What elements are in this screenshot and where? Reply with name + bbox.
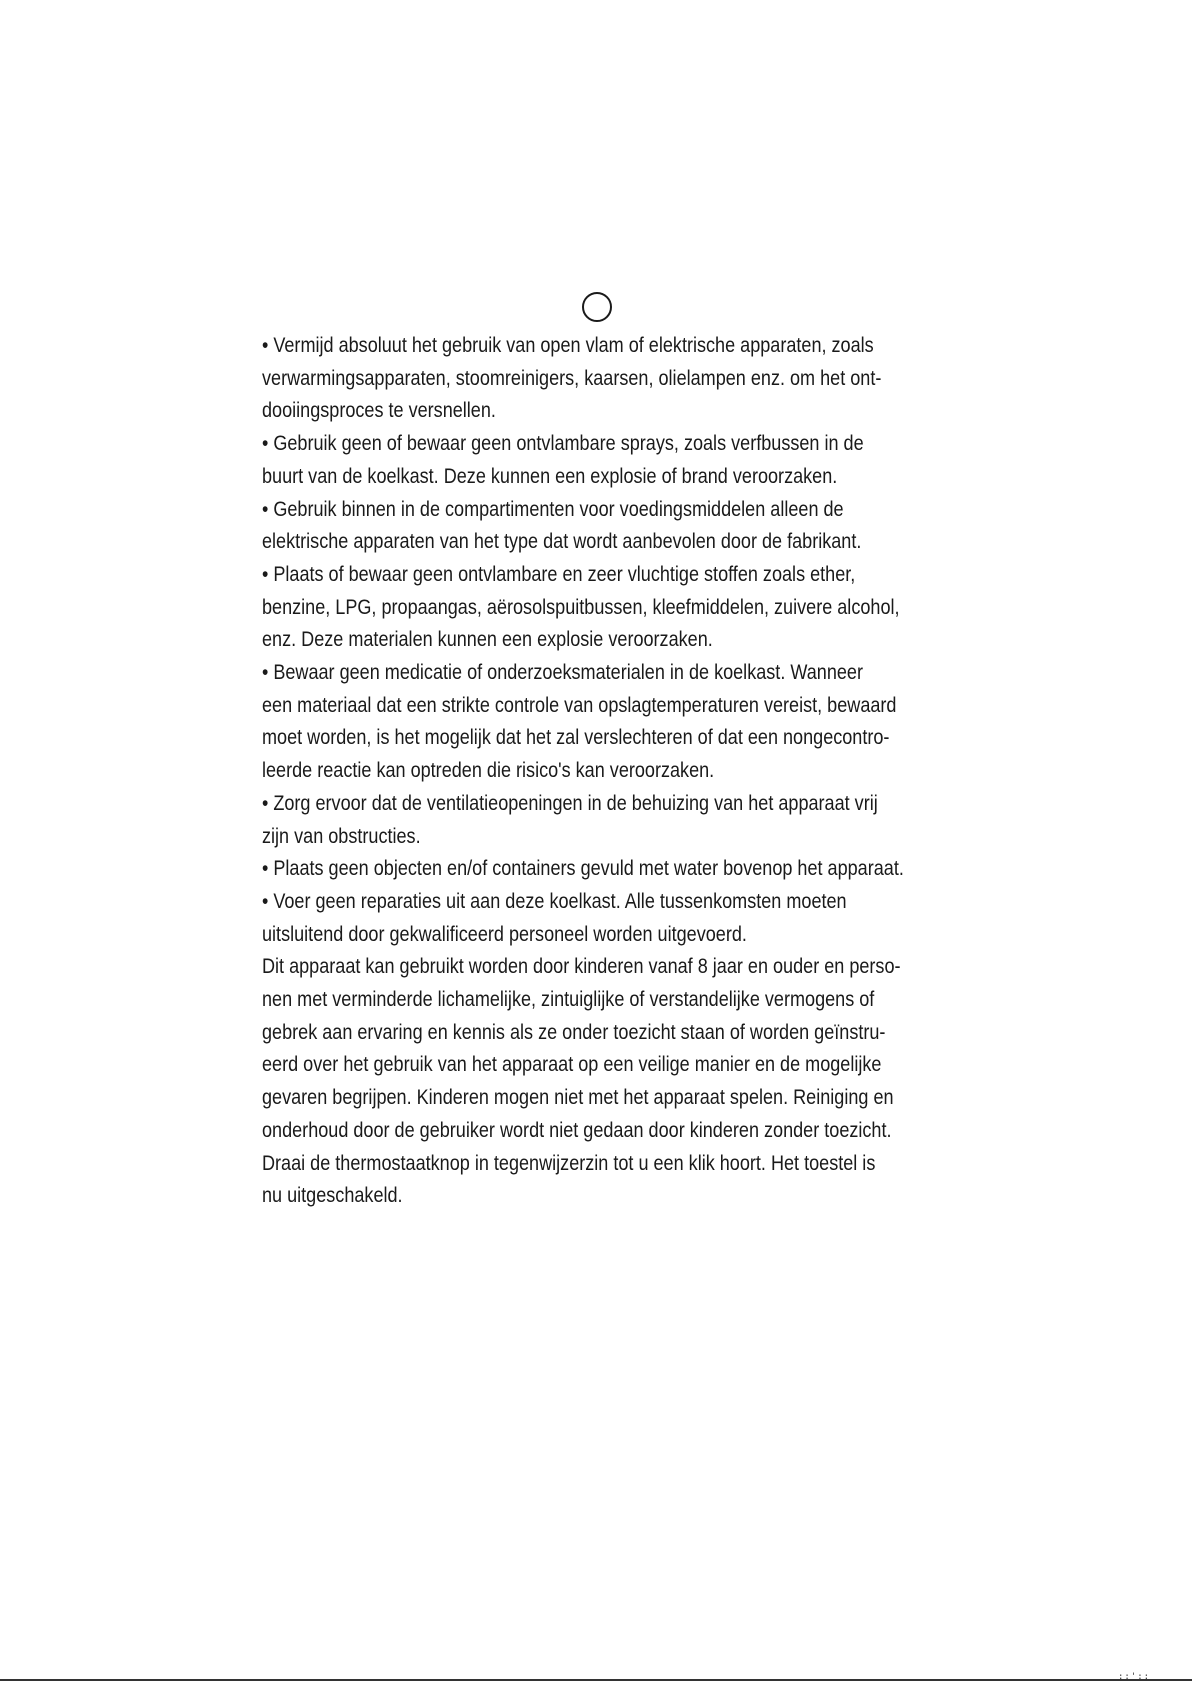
text-line: • Bewaar geen medicatie of onderzoeksmaterialen in de koelkast. Wanneer [262, 661, 863, 685]
text-line: Dit apparaat kan gebruikt worden door kinderen vanaf 8 jaar en ouder en perso- [262, 955, 901, 979]
text-line: buurt van de koelkast. Deze kunnen een explosie of brand veroorzaken. [262, 464, 838, 488]
text-line: gevaren begrijpen. Kinderen mogen niet met het apparaat spelen. Reiniging en [262, 1086, 894, 1110]
text-line: enz. Deze materialen kunnen een explosie veroorzaken. [262, 628, 713, 652]
text-line: • Zorg ervoor dat de ventilatieopeningen in de behuizing van het apparaat vrij [262, 791, 878, 815]
text-line: een materiaal dat een strikte controle van opslagtemperaturen vereist, bewaard [262, 693, 897, 717]
text-line: verwarmingsapparaten, stoomreinigers, kaarsen, olielampen enz. om het ont- [262, 366, 882, 390]
text-line: dooiingsproces te versnellen. [262, 399, 496, 423]
text-line: uitsluitend door gekwalificeerd personeel worden uitgevoerd. [262, 922, 747, 946]
text-line: • Vermijd absoluut het gebruik van open vlam of elektrische apparaten, zoals [262, 334, 874, 357]
text-line: zijn van obstructies. [262, 824, 421, 848]
circle-marker-icon [582, 292, 612, 322]
text-line: • Gebruik geen of bewaar geen ontvlambare sprays, zoals verfbussen in de [262, 432, 864, 456]
text-line: nu uitgeschakeld. [262, 1184, 403, 1208]
text-line: Draai de thermostaatknop in tegenwijzerzin tot u een klik hoort. Het toestel is [262, 1151, 876, 1175]
text-line: nen met verminderde lichamelijke, zintuiglijke of verstandelijke vermogens of [262, 988, 875, 1012]
text-line: onderhoud door de gebruiker wordt niet gedaan door kinderen zonder toezicht. [262, 1118, 892, 1142]
text-line: moet worden, is het mogelijk dat het zal verslechteren of dat een nongecontro- [262, 726, 890, 750]
text-line: leerde reactie kan optreden die risico's kan veroorzaken. [262, 759, 715, 783]
text-line: • Gebruik binnen in de compartimenten voor voedingsmiddelen alleen de [262, 497, 844, 521]
corner-marks: ::':: [1118, 1672, 1151, 1682]
text-line: • Plaats of bewaar geen ontvlambare en zeer vluchtige stoffen zoals ether, [262, 562, 856, 586]
text-line: eerd over het gebruik van het apparaat op een veilige manier en de mogelijke [262, 1053, 882, 1077]
text-line: • Voer geen reparaties uit aan deze koelkast. Alle tussenkomsten moeten [262, 889, 847, 913]
text-line: elektrische apparaten van het type dat wordt aanbevolen door de fabrikant. [262, 530, 862, 554]
text-line: gebrek aan ervaring en kennis als ze onder toezicht staan of worden geïnstru- [262, 1020, 886, 1044]
bottom-divider [0, 1679, 1192, 1681]
text-line: benzine, LPG, propaangas, aërosolspuitbussen, kleefmiddelen, zuivere alcohol, [262, 595, 900, 619]
text-line: • Plaats geen objecten en/of containers gevuld met water bovenop het apparaat. [262, 857, 904, 881]
safety-instructions-text [262, 330, 904, 1213]
